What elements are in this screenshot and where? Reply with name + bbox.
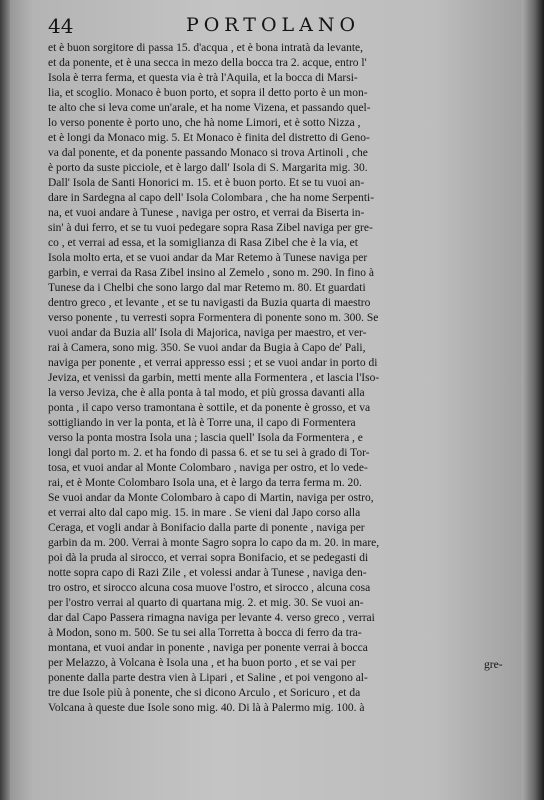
text-line: vuoi andar da Buzia all' Isola di Majorica, naviga per maestro, et ver- <box>48 326 367 339</box>
text-line: rai, et è Monte Colombaro Isola una, et è largo da terra ferma m. 20. <box>48 476 362 489</box>
text-line: Se vuoi andar da Monte Colombaro à capo di Martin, naviga per ostro, <box>48 491 374 504</box>
text-line: lo verso ponente è porto uno, che hà nome Limori, et è sotto Nizza , <box>48 116 361 129</box>
text-line: et è longi da Monaco mig. 5. Et Monaco è finita del distretto di Geno- <box>48 131 370 144</box>
text-line: Isola è terra ferma, et questa via è trà l'Aquila, et la bocca di Marsi- <box>48 71 358 84</box>
page-header <box>48 14 498 40</box>
text-line: tro ostro, et sirocco alcuna cosa muove l'ostro, et sirocco , alcuna cosa <box>48 581 371 594</box>
text-line: dare in Sardegna al capo dell' Isola Colombara , che ha nome Serpenti- <box>48 191 375 204</box>
text-line: Isola molto erta, et se vuoi andar da Mar Retemo à Tunese naviga per <box>48 251 368 264</box>
text-line: co , et verrai ad essa, et la somiglianza di Rasa Zibel che è la via, et <box>48 236 358 249</box>
text-line: Jeviza, et venissi da garbin, metti mente alla Formentera , et lascia l'Iso- <box>48 371 380 384</box>
text-line: garbin da m. 200. Verrai à monte Sagro sopra lo capo da m. 20. in mare, <box>48 536 380 549</box>
page-gutter-shadow <box>0 0 10 800</box>
text-line: verso ponente , tu verresti sopra Formentera di ponente sono m. 300. Se <box>48 311 379 324</box>
page-edge-shadow <box>522 0 544 800</box>
text-line: notte sopra capo di Razi Zile , et volessi andar à Tunese , naviga den- <box>48 566 367 579</box>
text-line: na, et vuoi andare à Tunese , naviga per ostro, et verrai da Biserta in- <box>48 206 365 219</box>
text-line: sottigliando in ver la ponta, et là è Torre una, il capo di Formentera <box>48 416 356 429</box>
text-line: dar dal Capo Passera rimagna naviga per levante 4. verso greco , verrai <box>48 611 375 624</box>
text-line: Dall' Isola de Santi Honorici m. 15. et è buon porto. Et se tu vuoi an- <box>48 176 365 189</box>
text-line: garbin, e verrai da Rasa Zibel insino al Zemelo , sono m. 290. In fino à <box>48 266 374 279</box>
text-line: per l'ostro verrai al quarto di quartana mig. 2. et mig. 30. Se vuoi an- <box>48 596 364 609</box>
text-line: dentro greco , et levante , et se tu navigasti da Buzia quarta di maestro <box>48 296 371 309</box>
page-number: 44 <box>48 14 74 38</box>
text-line: à Modon, sono m. 500. Se tu sei alla Torretta à bocca di ferro da tra- <box>48 626 362 639</box>
text-line: te alto che si leva come un'arale, et ha nome Vizena, et passando quel- <box>48 101 371 114</box>
text-line: rai à Camera, sono mig. 350. Se vuoi andar da Bugia à Capo de' Pali, <box>48 341 366 354</box>
text-line: ponta , il capo verso tramontana è sottile, et da ponente è grosso, et va <box>48 401 371 414</box>
text-line: poi dà la pruda al sirocco, et verrai sopra Bonifacio, et se pedegasti di <box>48 551 369 564</box>
text-line: et è buon sorgitore di passa 15. d'acqua , et è bona intratà da levante, <box>48 41 363 54</box>
text-line: la verso Jeviza, che è alla ponta à tal modo, et più grossa davanti alla <box>48 386 365 399</box>
text-line: verso la ponta mostra Isola una ; lascia quell' Isola da Formentera , e <box>48 431 363 444</box>
text-line: Ceraga, et vogli andar à Bonifacio dalla parte di ponente , naviga per <box>48 521 365 534</box>
text-line: per Melazzo, à Volcana è Isola una , et ha buon porto , et se vai per <box>48 656 356 669</box>
text-line: longi dal porto m. 2. et ha fondo di passa 6. et se tu sei à grado di Tor- <box>48 446 370 459</box>
running-head: PORTOLANO <box>185 14 361 36</box>
text-line: è porto da suste picciole, et è largo dall' Isola di S. Margarita mig. 30. <box>48 161 368 174</box>
text-line: Volcana à queste due Isole sono mig. 40. Di là à Palermo mig. 100. à <box>48 701 365 714</box>
text-line: montana, et vuoi andar in ponente , naviga per ponente verrai à bocca <box>48 641 368 654</box>
text-line: tosa, et vuoi andar al Monte Colombaro , naviga per ostro, et lo vede- <box>48 461 368 474</box>
text-line: et da ponente, et è una secca in mezo della bocca tra 2. acque, entro l' <box>48 56 367 69</box>
text-line: lia, et scoglio. Monaco è buon porto, et sopra il detto porto è un mon- <box>48 86 368 99</box>
text-line: va dal ponente, et da ponente passando Monaco si trova Artinoli , che <box>48 146 368 159</box>
text-line: ponente dalla parte destra vien à Lipari , et Saline , et poi vengono al- <box>48 671 368 684</box>
text-line: naviga per ponente , et verrai appresso essi ; et se vuoi andar in porto di <box>48 356 378 369</box>
text-line: sin' à dui ferro, et se tu vuoi pedegare sopra Rasa Zibel naviga per gre- <box>48 221 373 234</box>
text-line: Tunese da i Chelbi che sono largo dal mar Retemo m. 80. Et guardati <box>48 281 366 294</box>
catchword: gre- <box>484 658 503 671</box>
text-line: tre due Isole più à ponente, che si dicono Arculo , et Soricuro , et da <box>48 686 361 699</box>
body-text <box>48 40 518 715</box>
text-line: et verrai alto dal capo mig. 15. in mare . Se vieni dal Japo corso alla <box>48 506 361 519</box>
